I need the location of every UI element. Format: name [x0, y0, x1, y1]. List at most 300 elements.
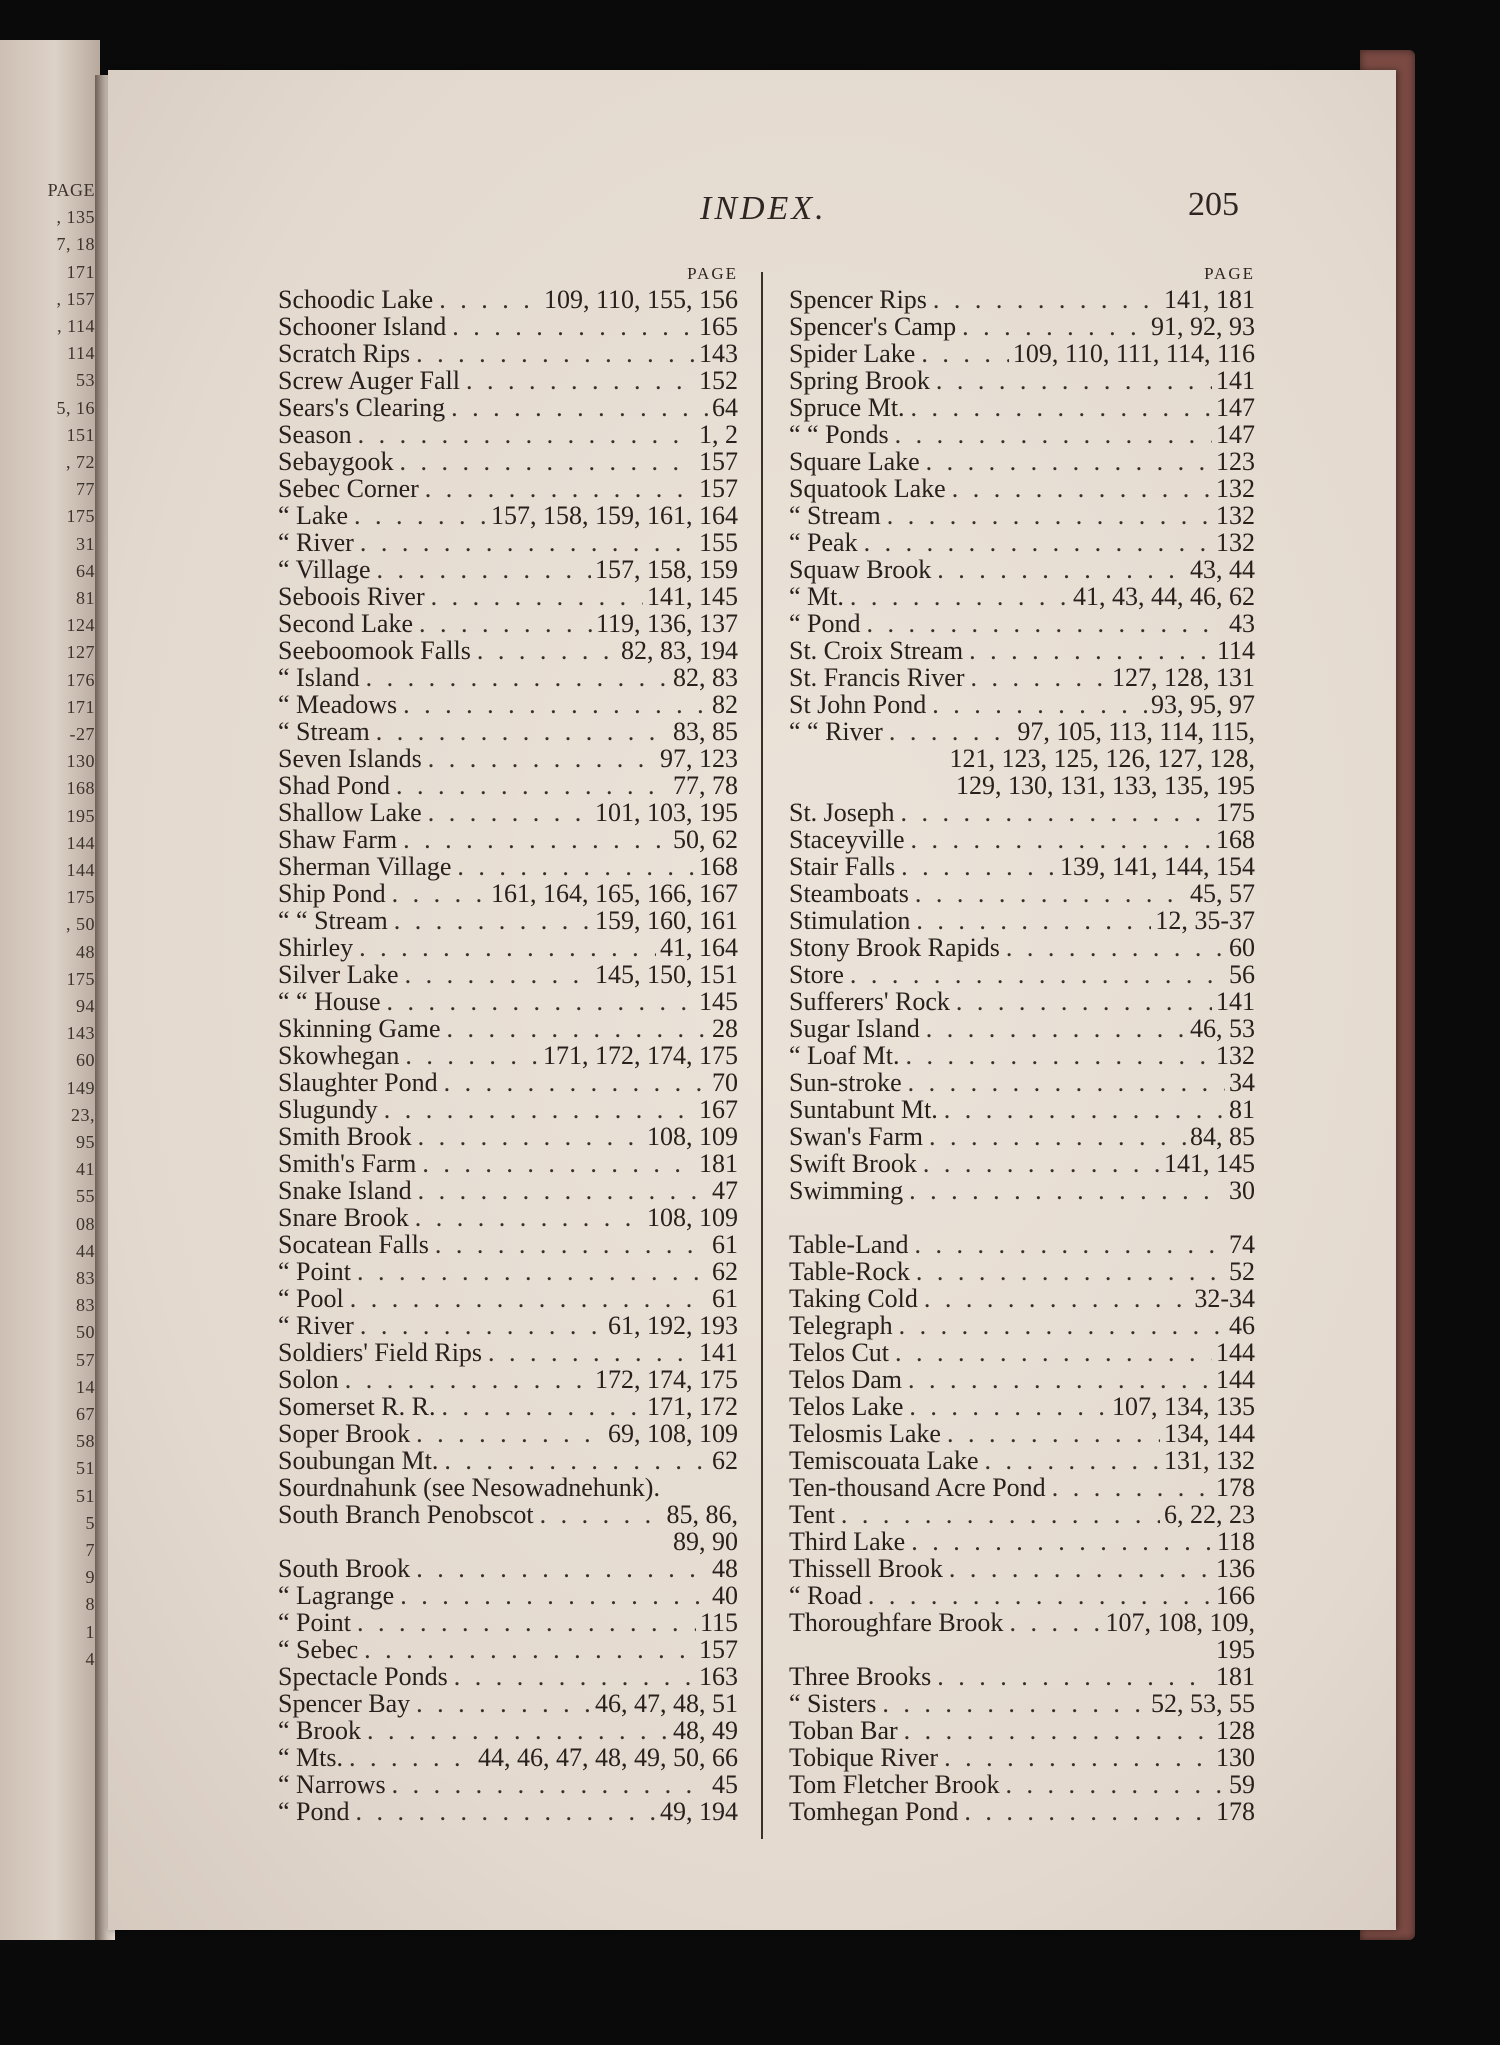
index-pages: 62 — [712, 1446, 738, 1475]
index-term: Somerset R. R. — [278, 1392, 436, 1421]
dot-leader — [348, 502, 487, 529]
dot-leader — [930, 367, 1212, 394]
index-entry — [789, 286, 1255, 313]
index-pages: 115 — [699, 1608, 738, 1637]
index-term: “ Meadows — [278, 690, 398, 719]
dot-leader — [931, 556, 1186, 583]
page-number: 205 — [1188, 186, 1239, 223]
index-entry — [789, 907, 1255, 934]
facing-page-fragment: -27 — [69, 724, 95, 744]
index-term: Slugundy — [278, 1095, 378, 1124]
index-pages: 143 — [699, 339, 738, 368]
dot-leader — [351, 1258, 708, 1285]
index-term: Soper Brook — [278, 1419, 411, 1448]
index-term: Stimulation — [789, 906, 911, 935]
index-term: Sears's Clearing — [278, 393, 446, 422]
dot-leader — [950, 988, 1212, 1015]
index-entry — [278, 637, 738, 664]
dot-leader — [344, 1285, 708, 1312]
dot-leader — [416, 1150, 695, 1177]
dot-leader — [339, 1366, 591, 1393]
dot-leader — [388, 907, 591, 934]
index-term: Temiscouata Lake — [789, 1446, 979, 1475]
index-entry — [789, 610, 1255, 637]
facing-page-fragment: 53 — [76, 370, 95, 391]
index-entry — [789, 583, 1255, 610]
dot-leader — [410, 340, 695, 367]
index-entry — [278, 1285, 738, 1312]
index-term: South Brook — [278, 1554, 411, 1583]
index-pages: 178 — [1216, 1473, 1255, 1502]
facing-page-fragment: 77 — [76, 479, 95, 500]
dot-leader — [920, 1015, 1186, 1042]
index-pages: 134, 144 — [1164, 1419, 1255, 1448]
index-pages: 178 — [1216, 1797, 1255, 1826]
index-term: Seeboomook Falls — [278, 636, 471, 665]
index-pages: 56 — [1229, 960, 1255, 989]
index-pages: 47 — [712, 1176, 738, 1205]
index-term: Sugar Island — [789, 1014, 920, 1043]
index-term: “ “ Ponds — [789, 420, 889, 449]
index-entry — [278, 907, 738, 934]
dot-leader — [1003, 1609, 1101, 1636]
index-term: “ Road — [789, 1581, 862, 1610]
dot-leader — [397, 826, 669, 853]
dot-leader — [361, 1717, 669, 1744]
index-pages: 59 — [1229, 1770, 1255, 1799]
index-term: Thissell Brook — [789, 1554, 943, 1583]
index-term: “ Mt. — [789, 582, 844, 611]
dot-leader — [918, 1285, 1190, 1312]
index-pages: 144 — [1216, 1338, 1255, 1367]
index-term: Spencer's Camp — [789, 312, 957, 341]
index-pages: 45 — [712, 1770, 738, 1799]
index-term: Telos Cut — [789, 1338, 890, 1367]
index-entry — [278, 1123, 738, 1150]
dot-leader — [862, 1582, 1212, 1609]
index-entry — [789, 934, 1255, 961]
index-term: “ Pond — [278, 1797, 350, 1826]
index-term: Ship Pond — [278, 879, 386, 908]
facing-page-fragment: , 157 — [56, 288, 95, 309]
index-entry — [278, 475, 738, 502]
index-entry — [278, 1339, 738, 1366]
index-pages: 91, 92, 93 — [1151, 312, 1255, 341]
dot-leader — [390, 772, 669, 799]
index-pages: 48 — [712, 1554, 738, 1583]
index-term: St John Pond — [789, 690, 927, 719]
index-entry — [278, 1420, 738, 1447]
index-term: Thoroughfare Brook — [789, 1608, 1004, 1637]
dot-leader — [360, 664, 669, 691]
index-entry — [789, 1312, 1255, 1339]
index-pages: 61, 192, 193 — [608, 1311, 738, 1340]
index-term: Sherman Village — [278, 852, 452, 881]
index-entry — [278, 1150, 738, 1177]
index-entry — [789, 853, 1255, 880]
index-pages: 157 — [699, 474, 738, 503]
index-pages: 141 — [1216, 366, 1255, 395]
index-entry — [789, 1042, 1255, 1069]
index-term: “ Point — [278, 1257, 351, 1286]
index-entry — [278, 1015, 738, 1042]
index-term: Second Lake — [278, 609, 414, 638]
index-entry — [789, 1123, 1255, 1150]
index-term: Taking Cold — [789, 1284, 918, 1313]
index-term: “ “ River — [789, 717, 883, 746]
index-pages: 108, 109 — [647, 1203, 738, 1232]
index-term: Staceyville — [789, 825, 905, 854]
index-entry — [278, 961, 738, 988]
index-column-right — [789, 262, 1255, 1825]
index-term: Swift Brook — [789, 1149, 917, 1178]
index-pages: 132 — [1216, 1041, 1255, 1070]
dot-leader — [445, 394, 708, 421]
index-pages: 52, 53, 55 — [1151, 1689, 1255, 1718]
dot-leader — [433, 286, 540, 313]
index-term: Stony Brook Rapids — [789, 933, 1000, 962]
index-entry — [278, 1393, 738, 1420]
index-term: Suntabunt Mt. — [789, 1095, 938, 1124]
index-entry — [789, 664, 1255, 691]
index-pages: 62 — [712, 1257, 738, 1286]
index-term: Spectacle Ponds — [278, 1662, 448, 1691]
index-entry — [278, 826, 738, 853]
dot-leader — [394, 1582, 708, 1609]
index-entry — [789, 1447, 1255, 1474]
index-term: Shallow Lake — [278, 798, 422, 827]
index-entry — [278, 988, 738, 1015]
dot-leader — [893, 1312, 1225, 1339]
index-entry — [278, 1069, 738, 1096]
dot-leader — [927, 286, 1160, 313]
index-entry — [789, 961, 1255, 988]
index-pages: 49, 194 — [660, 1797, 738, 1826]
dot-leader — [844, 583, 1069, 610]
index-term: “ Stream — [789, 501, 881, 530]
facing-page-fragment: 44 — [76, 1240, 95, 1261]
index-pages: 167 — [699, 1095, 738, 1124]
index-term: “ Pool — [278, 1284, 344, 1313]
index-entry — [789, 1150, 1255, 1177]
index-entry — [278, 1501, 738, 1528]
facing-page-fragment: 7, 18 — [56, 234, 95, 255]
index-entry — [278, 1042, 738, 1069]
index-pages: 77, 78 — [673, 771, 738, 800]
index-term: “ Mts. — [278, 1743, 343, 1772]
dot-leader — [438, 1069, 708, 1096]
facing-page-fragment: , 50 — [66, 914, 95, 935]
index-entry — [789, 1285, 1255, 1312]
index-pages: 12, 35-37 — [1155, 906, 1255, 935]
index-entry — [278, 1690, 738, 1717]
index-term: Squaw Brook — [789, 555, 932, 584]
index-term: “ Peak — [789, 528, 858, 557]
facing-page-fragment: 83 — [76, 1268, 95, 1288]
index-pages: 64 — [712, 393, 738, 422]
dot-leader — [352, 421, 695, 448]
facing-page-fragment: 144 — [66, 832, 95, 853]
index-term: Tent — [789, 1500, 835, 1529]
index-term: Smith's Farm — [278, 1149, 417, 1178]
index-entry — [789, 637, 1255, 664]
index-pages: 132 — [1216, 528, 1255, 557]
dot-leader — [412, 1123, 643, 1150]
index-term: Soubungan Mt. — [278, 1446, 439, 1475]
index-entry — [278, 1447, 738, 1474]
dot-leader — [908, 1231, 1225, 1258]
facing-page-fragment: 8 — [85, 1594, 95, 1615]
index-term: Socatean Falls — [278, 1230, 429, 1259]
index-entry — [278, 880, 738, 907]
index-term: Skinning Game — [278, 1014, 441, 1043]
index-entry — [789, 1096, 1255, 1123]
dot-leader — [905, 394, 1212, 421]
dot-leader — [999, 1771, 1225, 1798]
index-pages: 70 — [712, 1068, 738, 1097]
index-pages: 132 — [1216, 501, 1255, 530]
index-term: Third Lake — [789, 1527, 906, 1556]
dot-leader — [413, 610, 592, 637]
index-term: Tobique River — [789, 1743, 939, 1772]
dot-leader — [381, 988, 695, 1015]
index-pages: 119, 136, 137 — [595, 609, 738, 638]
index-term: Spring Brook — [789, 366, 930, 395]
dot-leader — [963, 637, 1213, 664]
index-entry — [789, 1555, 1255, 1582]
index-term: Snake Island — [278, 1176, 412, 1205]
index-pages: 109, 110, 111, 114, 116 — [1012, 339, 1255, 368]
index-pages: 128 — [1216, 1716, 1255, 1745]
index-entry — [789, 1771, 1255, 1798]
index-entry — [789, 691, 1255, 718]
index-pages: 45, 57 — [1190, 879, 1255, 908]
index-entry — [278, 1555, 738, 1582]
index-term: Seboois River — [278, 582, 425, 611]
index-term: Three Brooks — [789, 1662, 932, 1691]
index-entry — [278, 502, 738, 529]
facing-page-fragment: 9 — [85, 1567, 95, 1588]
dot-leader — [422, 745, 656, 772]
index-term: Telegraph — [789, 1311, 893, 1340]
index-entry — [278, 421, 738, 448]
dot-leader — [956, 313, 1147, 340]
facing-page-fragment: 127 — [66, 642, 95, 663]
dot-leader — [920, 448, 1212, 475]
index-entry — [789, 1015, 1255, 1042]
index-entry — [789, 502, 1255, 529]
facing-page-fragment: 60 — [76, 1050, 95, 1071]
index-entry — [789, 1609, 1255, 1636]
index-term: Scratch Rips — [278, 339, 411, 368]
dot-leader — [410, 1555, 708, 1582]
facing-page-fragment: 58 — [76, 1431, 95, 1452]
dot-leader — [429, 1231, 708, 1258]
index-pages: 144 — [1216, 1365, 1255, 1394]
index-pages: 48, 49 — [673, 1716, 738, 1745]
index-term: Schooner Island — [278, 312, 447, 341]
index-pages-continued: 195 — [1216, 1635, 1255, 1664]
dot-leader — [895, 853, 1056, 880]
dot-leader — [881, 502, 1212, 529]
dot-leader — [909, 880, 1186, 907]
facing-page-fragment: 175 — [66, 506, 95, 527]
index-pages: 123 — [1216, 447, 1255, 476]
index-entry — [278, 1231, 738, 1258]
index-pages: 181 — [699, 1149, 738, 1178]
facing-page-fragment: 57 — [76, 1349, 95, 1370]
dot-leader — [386, 1771, 708, 1798]
dot-leader — [905, 826, 1212, 853]
index-pages-continued: 89, 90 — [673, 1527, 738, 1556]
index-pages: 139, 141, 144, 154 — [1060, 852, 1255, 881]
dot-leader — [1000, 934, 1225, 961]
index-entry — [789, 1501, 1255, 1528]
index-term: Spider Lake — [789, 339, 916, 368]
index-pages: 1, 2 — [699, 420, 738, 449]
dot-leader — [943, 1555, 1212, 1582]
index-entry — [278, 286, 738, 313]
index-entry — [278, 1771, 738, 1798]
index-entry — [789, 799, 1255, 826]
index-term: Table-Land — [789, 1230, 909, 1259]
index-entry — [789, 1231, 1255, 1258]
dot-leader — [410, 1420, 604, 1447]
dot-leader — [835, 1501, 1160, 1528]
index-entry — [278, 1717, 738, 1744]
index-pages: 157 — [699, 447, 738, 476]
index-pages: 145 — [699, 987, 738, 1016]
dot-leader — [910, 907, 1151, 934]
index-pages: 161, 164, 165, 166, 167 — [491, 879, 738, 908]
dot-leader — [894, 799, 1212, 826]
index-entry — [278, 1744, 738, 1771]
dot-leader — [844, 961, 1225, 988]
index-term: Swan's Farm — [789, 1122, 923, 1151]
index-pages: 61 — [712, 1230, 738, 1259]
index-term: Toban Bar — [789, 1716, 898, 1745]
index-pages: 69, 108, 109 — [608, 1419, 738, 1448]
facing-page-fragment: 7 — [85, 1540, 95, 1560]
dot-leader — [889, 1339, 1212, 1366]
dot-leader — [425, 583, 643, 610]
facing-page-fragment: 64 — [76, 560, 95, 581]
index-term: “ Lagrange — [278, 1581, 395, 1610]
index-term: Silver Lake — [278, 960, 399, 989]
index-term: “ Brook — [278, 1716, 362, 1745]
dot-leader — [386, 880, 487, 907]
index-entry — [789, 880, 1255, 907]
index-term: Tom Fletcher Brook — [789, 1770, 1000, 1799]
dot-leader — [946, 475, 1212, 502]
index-term: Tomhegan Pond — [789, 1797, 959, 1826]
facing-page-fragment: 51 — [76, 1485, 95, 1506]
index-pages: 131, 132 — [1164, 1446, 1255, 1475]
index-entry — [278, 1366, 738, 1393]
facing-page-fragment: 176 — [66, 669, 95, 690]
facing-page-fragment: 67 — [76, 1404, 95, 1424]
facing-page-fragment: 5, 16 — [56, 397, 95, 418]
dot-leader — [905, 1528, 1213, 1555]
index-entry — [789, 475, 1255, 502]
index-pages: 50, 62 — [673, 825, 738, 854]
index-entry — [278, 1798, 738, 1825]
dot-leader — [899, 1042, 1212, 1069]
index-term: “ Stream — [278, 717, 370, 746]
dot-leader — [876, 1690, 1147, 1717]
index-pages: 41, 164 — [660, 933, 738, 962]
index-pages: 181 — [1216, 1662, 1255, 1691]
index-term: Shad Pond — [278, 771, 390, 800]
index-pages: 107, 134, 135 — [1112, 1392, 1255, 1421]
index-term: Season — [278, 420, 352, 449]
index-pages: 83, 85 — [673, 717, 738, 746]
index-term: “ Village — [278, 555, 371, 584]
facing-page-fragment: 41 — [76, 1159, 95, 1180]
index-term: “ Island — [278, 663, 360, 692]
index-pages: 84, 85 — [1190, 1122, 1255, 1151]
index-entry — [278, 529, 738, 556]
index-entry — [278, 934, 738, 961]
index-entries — [278, 286, 738, 1825]
index-entry — [278, 1474, 738, 1501]
dot-leader — [412, 1177, 708, 1204]
index-term: “ Pond — [789, 609, 861, 638]
dot-leader — [446, 313, 695, 340]
dot-leader — [409, 1204, 643, 1231]
index-entry — [789, 1528, 1255, 1555]
facing-page-fragment: 151 — [66, 424, 95, 445]
facing-page-fragment: 1 — [85, 1621, 95, 1642]
index-term: Shirley — [278, 933, 354, 962]
index-term: Schoodic Lake — [278, 285, 434, 314]
index-pages: 155 — [699, 528, 738, 557]
index-pages: 81 — [1229, 1095, 1255, 1124]
index-term: “ “ Stream — [278, 906, 388, 935]
index-term: Sebaygook — [278, 447, 394, 476]
index-term: “ Point — [278, 1608, 351, 1637]
index-pages: 145, 150, 151 — [595, 960, 738, 989]
index-entry — [789, 394, 1255, 421]
dot-leader — [370, 718, 669, 745]
index-term: Sun-stroke — [789, 1068, 902, 1097]
dot-leader — [903, 1177, 1225, 1204]
dot-leader — [926, 691, 1147, 718]
index-term: Ten-thousand Acre Pond — [789, 1473, 1046, 1502]
index-term: Spruce Mt. — [789, 393, 905, 422]
index-pages: 114 — [1216, 636, 1255, 665]
facing-page-fragment: 08 — [76, 1213, 95, 1234]
dot-leader — [378, 1096, 695, 1123]
index-entry — [789, 448, 1255, 475]
index-pages: 136 — [1216, 1554, 1255, 1583]
index-term: “ Narrows — [278, 1770, 386, 1799]
facing-page-fragment: 195 — [66, 805, 95, 826]
index-pages: 141, 145 — [647, 582, 738, 611]
dot-leader — [422, 799, 591, 826]
index-pages: 157, 158, 159, 161, 164 — [491, 501, 738, 530]
index-pages: 175 — [1216, 798, 1255, 827]
index-entry — [789, 1204, 1255, 1231]
index-term: Telosmis Lake — [789, 1419, 941, 1448]
index-term: St. Croix Stream — [789, 636, 964, 665]
index-term: Solon — [278, 1365, 339, 1394]
index-entry — [789, 988, 1255, 1015]
index-term: Sourdnahunk (see Nesowadnehunk). — [278, 1473, 660, 1502]
column-header: PAGE — [687, 264, 738, 283]
dot-leader — [358, 1636, 695, 1663]
index-term: Slaughter Pond — [278, 1068, 438, 1097]
